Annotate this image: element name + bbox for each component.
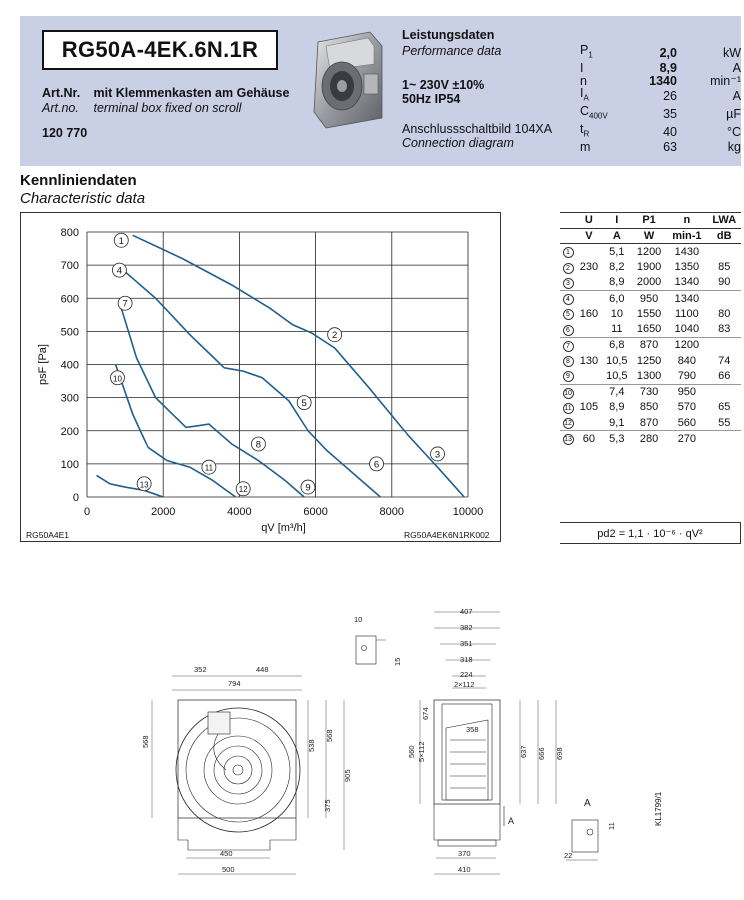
dim-370: 370: [458, 849, 471, 858]
x-tick-label: 8000: [379, 506, 405, 518]
rating-symbol: m: [580, 140, 591, 154]
point-marker-label: 10: [113, 374, 122, 384]
dim-450: 450: [220, 849, 233, 858]
cell-p: 1300: [636, 369, 662, 382]
perf-title-en: Performance data: [402, 44, 502, 58]
rating-row: [580, 75, 741, 88]
col-p: P1: [632, 213, 666, 229]
point-marker-label: 11: [204, 463, 214, 473]
header-panel: [20, 16, 741, 166]
artnr-desc-de: mit Klemmenkasten am Gehäuse: [93, 86, 290, 100]
dim-375: 375: [323, 799, 332, 812]
cell-i: 6,8: [602, 337, 632, 353]
connection-diagram-de: Anschlussschaltbild 104XA: [402, 122, 553, 136]
cell-l: [707, 337, 741, 353]
rating-symbol: $P_1$: [580, 43, 593, 60]
cell-p: 870: [632, 337, 666, 353]
dim-448: 448: [256, 665, 269, 674]
dim-224: 224: [460, 670, 473, 679]
point-marker-label: 12: [238, 485, 248, 495]
table-row: [560, 322, 741, 338]
dim-666: 666: [537, 747, 546, 760]
cell-i: 10,5: [606, 369, 628, 382]
table-row: [560, 353, 741, 369]
point-marker-label: 2: [332, 330, 338, 342]
dim-318: 318: [460, 655, 473, 664]
cell-l: [707, 244, 741, 260]
point-marker-label: 5: [301, 398, 307, 410]
table-row: [560, 244, 741, 260]
cell-l: 55: [718, 416, 731, 429]
dim-358: 358: [466, 725, 479, 734]
x-tick-label: 6000: [303, 506, 328, 518]
row-marker: 1: [563, 247, 574, 258]
unit-p: W: [632, 228, 666, 244]
cell-u: [576, 415, 602, 431]
y-axis-label: psF [Pa]: [37, 344, 49, 385]
cell-u: [576, 337, 602, 353]
table-row: [560, 306, 741, 322]
rating-value: 63: [663, 140, 677, 154]
cell-u: [576, 275, 602, 291]
rating-row: [580, 105, 741, 123]
side-view-drawing: [420, 612, 556, 874]
characteristic-chart: [20, 212, 501, 542]
perf-title-de: Leistungsdaten: [402, 28, 495, 42]
cell-i: 7,4: [602, 384, 632, 400]
cell-p: 730: [632, 384, 666, 400]
dim-15: 15: [393, 657, 402, 666]
row-marker: 13: [564, 436, 572, 444]
dim-794: 794: [228, 679, 241, 688]
article-number: 120 770: [42, 126, 88, 140]
dim-407: 407: [460, 607, 473, 616]
dim-538: 538: [307, 739, 316, 752]
point-marker-label: 9: [305, 482, 311, 494]
row-marker: 8: [563, 356, 574, 367]
cell-l: 80: [718, 307, 731, 320]
x-tick-label: 0: [83, 506, 91, 518]
dimension-drawings: [0, 590, 744, 900]
artnr-label-de: Art.Nr.: [42, 86, 81, 100]
col-u: U: [576, 213, 602, 229]
rating-unit: °C: [726, 124, 741, 139]
front-view-dims: [141, 665, 352, 874]
rating-unit: µF: [726, 106, 741, 121]
row-marker: 11: [564, 404, 572, 412]
connection-diagram-en: Connection diagram: [402, 136, 514, 150]
table-header-row: [560, 213, 741, 229]
cell-i: 8,2: [609, 261, 625, 274]
dim-560: 560: [407, 745, 416, 758]
point-marker-label: 3: [434, 449, 441, 461]
table-row: [560, 259, 741, 275]
table-row: [560, 368, 741, 384]
cell-l: [707, 290, 741, 306]
dim-698: 698: [555, 747, 564, 760]
rating-symbol: I: [580, 61, 584, 75]
unit-n: min-1: [666, 228, 707, 244]
rating-unit: min⁻¹: [710, 73, 741, 88]
dim-674: 674: [421, 707, 430, 720]
col-lwa: LWA: [707, 213, 741, 229]
y-tick-label: 100: [60, 458, 79, 471]
table-row: [560, 415, 741, 431]
cell-p: 2000: [636, 276, 662, 289]
cell-n: 1040: [674, 323, 700, 336]
y-tick-label: 600: [60, 293, 79, 306]
cell-p: 1200: [636, 245, 662, 258]
table-units-row: [560, 228, 741, 244]
rating-value: 1340: [649, 73, 677, 88]
cell-p: 1650: [636, 323, 662, 336]
cell-p: 1900: [636, 261, 662, 274]
dim-2x112: 2×112: [454, 680, 475, 689]
cell-i: 8,9: [609, 401, 625, 414]
cell-l: [707, 431, 741, 447]
freq-protection: 50Hz IP54: [402, 92, 461, 106]
cell-p: 950: [632, 290, 666, 306]
series-line: [97, 475, 164, 497]
cell-l: 65: [718, 401, 731, 414]
y-tick-label: 200: [60, 425, 79, 438]
row-marker: 2: [563, 263, 574, 274]
rating-unit: A: [732, 61, 741, 75]
unit-u: V: [576, 228, 602, 244]
cell-n: 1340: [674, 276, 700, 289]
section-title-en: Characteristic data: [20, 190, 146, 207]
cell-n: 1340: [666, 290, 707, 306]
cell-n: 560: [677, 416, 697, 429]
y-tick-label: 400: [60, 359, 79, 372]
unit-lwa: dB: [707, 228, 741, 244]
col-n: n: [666, 213, 707, 229]
bracket-detail: [356, 636, 386, 664]
artnr-row-en: [42, 101, 241, 115]
rating-row: [580, 87, 741, 105]
cell-l: 83: [718, 323, 731, 336]
rating-value: 26: [663, 88, 677, 103]
artnr-label-en: Art.no.: [42, 101, 79, 115]
x-tick-label: 4000: [227, 506, 252, 518]
dim-10: 10: [354, 615, 363, 624]
y-tick-label: 700: [60, 260, 79, 273]
cell-n: 790: [677, 369, 697, 382]
rating-value: 2,0: [659, 45, 677, 60]
rating-symbol: n: [580, 73, 587, 88]
rating-symbol: $t_R$: [580, 122, 590, 139]
table-row: [560, 384, 741, 400]
row-marker: 12: [564, 420, 572, 428]
series-line: [117, 265, 380, 497]
rating-row: [580, 44, 741, 62]
cell-u: [576, 244, 602, 260]
chart-footer-left: RG50A4E1: [26, 530, 69, 540]
cell-n: 840: [677, 354, 697, 367]
rating-row: [580, 62, 741, 75]
cell-i: 8,9: [609, 276, 625, 289]
y-tick-label: 800: [60, 227, 79, 239]
supply-voltage: 1~ 230V ±10%: [402, 78, 485, 92]
cell-n: 950: [666, 384, 707, 400]
rating-unit: kg: [727, 140, 741, 154]
row-marker: 3: [563, 278, 574, 289]
row-marker: 5: [563, 309, 574, 320]
cell-i: 9,1: [609, 416, 625, 429]
x-tick-label: 2000: [150, 506, 176, 518]
rating-unit: A: [732, 88, 741, 103]
rating-value: 8,9: [659, 61, 677, 75]
cell-l: 66: [718, 369, 731, 382]
y-tick-label: 300: [60, 392, 79, 405]
cell-u: [576, 322, 602, 338]
rating-symbol: $C_{400V}$: [580, 104, 608, 121]
dim-410: 410: [458, 865, 471, 874]
cell-u: [576, 384, 602, 400]
dim-351: 351: [460, 639, 473, 648]
series-line: [133, 235, 464, 497]
point-marker-label: 13: [139, 480, 149, 490]
dim-637: 637: [519, 745, 528, 758]
table-row: [560, 431, 741, 447]
section-title-de: Kennliniendaten: [20, 172, 137, 189]
drawing-code: KL1799/1: [654, 791, 663, 826]
rating-symbol: $I_A$: [580, 86, 589, 103]
artnr-row-de: [42, 86, 289, 100]
point-marker-label: 6: [373, 459, 380, 471]
cell-u: 230: [579, 261, 599, 274]
operating-points-table: [560, 212, 741, 446]
dim-568-left: 568: [141, 735, 150, 748]
cell-n: 1350: [674, 261, 700, 274]
ratings-table: [580, 44, 741, 154]
cell-l: 85: [718, 261, 731, 274]
x-tick-label: 10000: [452, 506, 484, 518]
detail-a-label: A: [584, 798, 591, 809]
point-marker-label: 8: [255, 439, 262, 451]
chart-footer-right: RG50A4EK6N1RK002: [404, 530, 490, 540]
rating-row: [580, 123, 741, 141]
cell-u: [576, 290, 602, 306]
col-i: I: [602, 213, 632, 229]
y-tick-label: 500: [60, 326, 79, 339]
cell-n: 570: [677, 401, 697, 414]
cell-p: 850: [639, 401, 659, 414]
cell-p: 1250: [636, 354, 662, 367]
point-marker-label: 1: [118, 235, 124, 247]
row-marker: 10: [564, 389, 572, 397]
dim-382: 382: [460, 623, 473, 632]
cell-n: 1100: [675, 307, 699, 320]
dim-905: 905: [343, 769, 352, 782]
y-tick-label: 0: [72, 492, 79, 504]
rating-row: [580, 141, 741, 154]
dim-352: 352: [194, 665, 207, 674]
cell-i: 10,5: [606, 354, 628, 367]
cell-n: 1430: [674, 245, 700, 258]
table-row: [560, 400, 741, 416]
cell-u: 130: [579, 354, 599, 367]
dim-5x112: 5×112: [417, 741, 426, 762]
row-marker: 9: [563, 371, 574, 382]
artnr-desc-en: terminal box fixed on scroll: [93, 101, 242, 115]
point-marker-label: 7: [122, 298, 128, 310]
rating-value: 40: [663, 124, 677, 139]
cell-n: 270: [666, 431, 707, 447]
cell-i: 5,1: [609, 245, 625, 258]
row-marker: 7: [563, 341, 574, 352]
cell-l: [707, 384, 741, 400]
unit-i: A: [602, 228, 632, 244]
row-marker: 6: [563, 325, 574, 336]
dim-568-right: 568: [325, 729, 334, 742]
cell-u: 160: [579, 307, 599, 320]
cell-p: 280: [632, 431, 666, 447]
dim-11: 11: [607, 822, 616, 830]
side-view-dims: [407, 607, 564, 874]
performance-block: [402, 28, 552, 150]
model-title: RG50A-4EK.6N.1R: [42, 30, 278, 70]
cell-p: 870: [639, 416, 659, 429]
dim-500: 500: [222, 865, 235, 874]
front-view-drawing: [152, 676, 344, 874]
pressure-formula: pd2 = 1,1 · 10⁻⁶ · qV²: [560, 522, 741, 544]
row-marker: 4: [563, 294, 574, 305]
rating-value: 35: [663, 106, 677, 121]
cell-u: [576, 368, 602, 384]
cell-u: 60: [576, 431, 602, 447]
table-row: [560, 275, 741, 291]
cell-i: 5,3: [602, 431, 632, 447]
x-axis-label: qV [m³/h]: [261, 522, 306, 534]
rating-unit: kW: [722, 45, 741, 60]
view-a-arrow-label: A: [508, 816, 515, 826]
fan-photo: [308, 24, 388, 132]
cell-i: 10: [610, 307, 623, 320]
table-row: [560, 290, 741, 306]
cell-u: 105: [579, 401, 599, 414]
cell-l: 90: [718, 276, 731, 289]
point-marker-label: 4: [116, 265, 123, 277]
cell-l: 74: [718, 354, 731, 367]
cell-n: 1200: [666, 337, 707, 353]
cell-i: 6,0: [602, 290, 632, 306]
cell-i: 11: [611, 323, 623, 336]
dim-22: 22: [564, 851, 573, 860]
cell-p: 1550: [636, 307, 662, 320]
table-row: [560, 337, 741, 353]
